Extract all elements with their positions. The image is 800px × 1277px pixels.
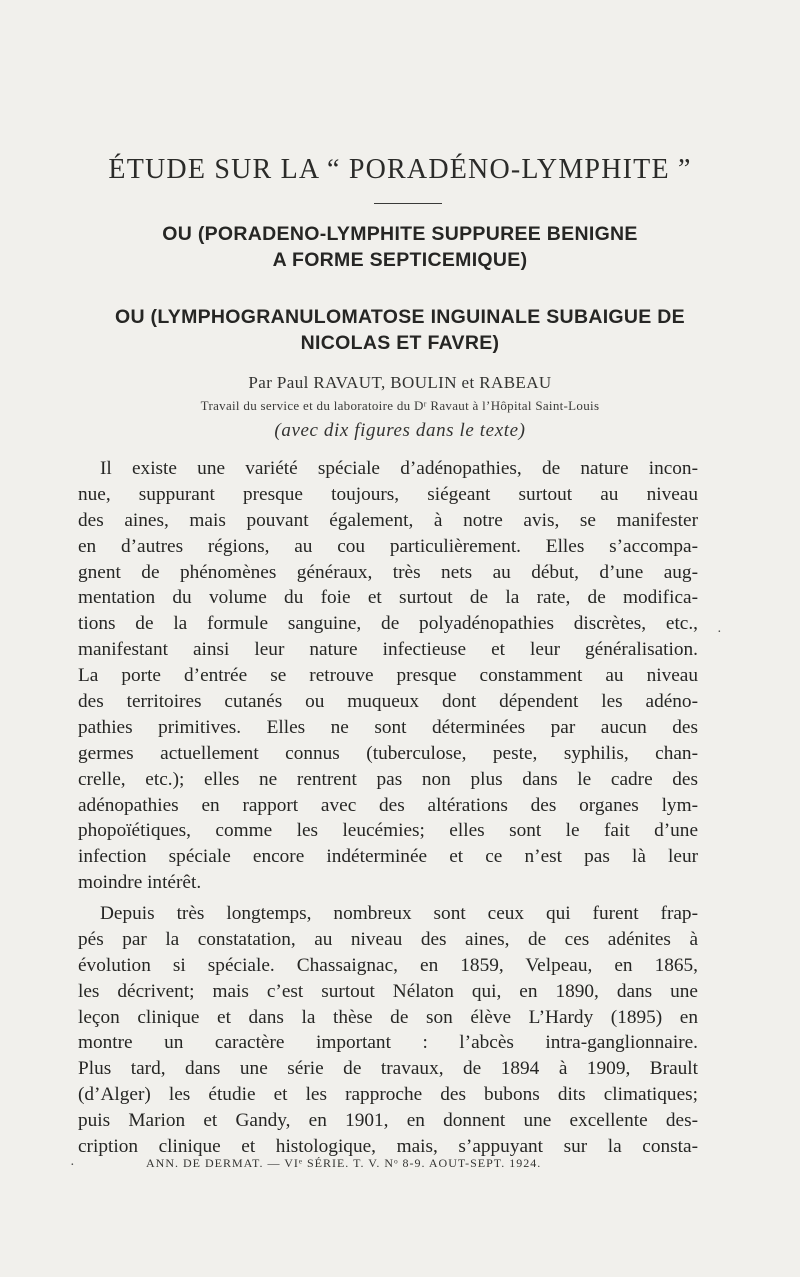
article-title: ÉTUDE SUR LA “ PORADÉNO-LYMPHITE ”: [108, 154, 692, 185]
margin-mark: ·: [717, 625, 722, 640]
text-line: infection spéciale encore indéterminée et ce n’est pas là leur: [78, 846, 698, 868]
article-authors: Par Paul RAVAUT, BOULIN et RABEAU: [248, 373, 552, 392]
text-line: Il existe une variété spéciale d’adénopathies, de nature incon-: [100, 458, 698, 479]
text-line: mentation du volume du foie et surtout de la rate, de modifica-: [78, 587, 698, 609]
text-line: Depuis très longtemps, nombreux sont ceux qui furent frap-: [100, 903, 698, 924]
text-line: des territoires cutanés ou muqueux dont dépendent les adéno-: [78, 691, 698, 713]
text-line: gnent de phénomènes généraux, très nets au début, d’une aug-: [78, 561, 698, 583]
figures-note: (avec dix figures dans le texte): [274, 420, 526, 441]
text-line: manifestant ainsi leur nature infectieuse et leur généralisation.: [78, 639, 698, 661]
text-line: Plus tard, dans une série de travaux, de 1894 à 1909, Brault: [78, 1058, 698, 1080]
title-divider: [374, 203, 442, 204]
text-line: germes actuellement connus (tuberculose, peste, syphilis, chan-: [78, 742, 698, 764]
body-paragraph-2: [78, 901, 698, 1160]
article-affiliation: Travail du service et du laboratoire du Dʳ Ravaut à l’Hôpital Saint-Louis: [200, 398, 600, 413]
text-line: cription clinique et histologique, mais, s’appuyant sur la consta-: [78, 1136, 698, 1158]
text-line: tions de la formule sanguine, de polyadénopathies discrètes, etc.,: [78, 613, 698, 635]
text-line: puis Marion et Gandy, en 1901, en donnent une excellente des-: [78, 1110, 698, 1132]
text-line: en d’autres régions, au cou particulièrement. Elles s’accompa-: [78, 535, 698, 557]
article-subtitle-1: [0, 221, 800, 273]
text-line: évolution si spéciale. Chassaignac, en 1859, Velpeau, en 1865,: [78, 954, 698, 976]
subtitle-1-line: OU (PORADENO-LYMPHITE SUPPUREE BENIGNE: [162, 223, 638, 245]
text-line: des aines, mais pouvant également, à notre avis, se manifester: [78, 509, 698, 531]
text-line: les décrivent; mais c’est surtout Nélaton qui, en 1890, dans une: [78, 980, 698, 1002]
body-paragraph-1: [78, 456, 698, 896]
article-subtitle-2: [0, 304, 800, 356]
subtitle-2-line: NICOLAS ET FAVRE): [300, 332, 500, 354]
text-line: pés par la constatation, au niveau des aines, de ces adénites à: [78, 928, 698, 950]
text-line: (d’Alger) les étudie et les rapproche des bubons dits climatiques;: [78, 1084, 698, 1106]
text-line: montre un caractère important : l’abcès intra-ganglionnaire.: [78, 1032, 698, 1054]
text-line: leçon clinique et dans la thèse de son élève L’Hardy (1895) en: [78, 1006, 698, 1028]
text-line: adénopathies en rapport avec des altérations des organes lym-: [78, 794, 698, 816]
text-line: moindre intérêt.: [78, 872, 202, 894]
journal-citation-footer: ANN. DE DERMAT. — VIᵉ SÉRIE. T. V. Nᵒ 8-9. AOUT-SEPT. 1924.: [146, 1156, 542, 1170]
text-line: La porte d’entrée se retrouve presque constamment au niveau: [78, 665, 698, 687]
subtitle-1-line: A FORME SEPTICEMIQUE): [272, 249, 528, 271]
text-line: phopoïétiques, comme les leucémies; elles sont le fait d’une: [78, 820, 698, 842]
text-line: crelle, etc.); elles ne rentrent pas non plus dans le cadre des: [78, 768, 698, 790]
text-line: pathies primitives. Elles ne sont déterminées par aucun des: [78, 716, 698, 738]
margin-mark: ·: [70, 1158, 75, 1173]
subtitle-2-line: OU (LYMPHOGRANULOMATOSE INGUINALE SUBAIGUE DE: [114, 306, 685, 328]
text-line: nue, suppurant presque toujours, siégeant surtout au niveau: [78, 483, 698, 505]
